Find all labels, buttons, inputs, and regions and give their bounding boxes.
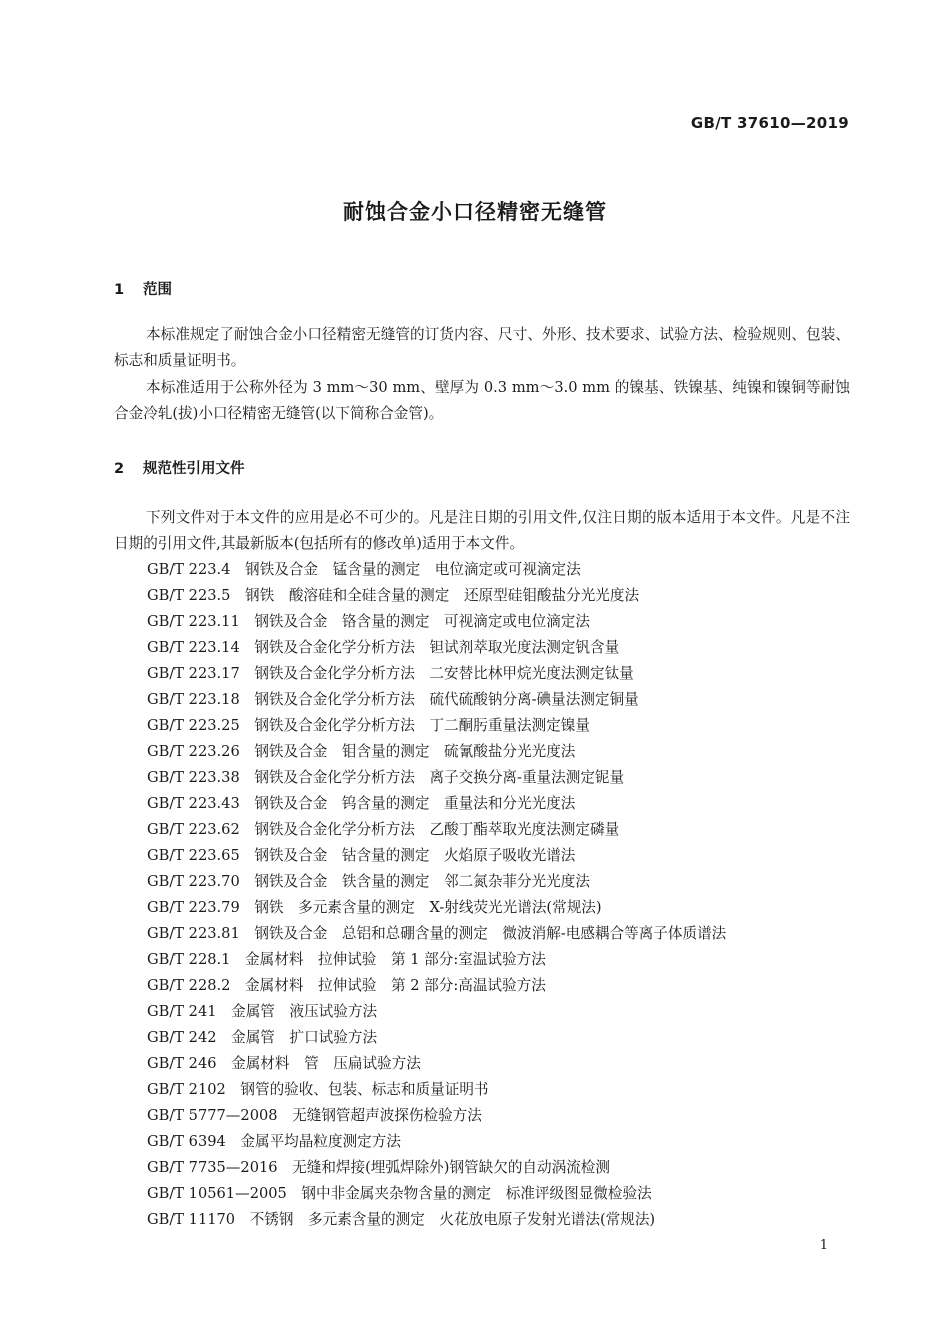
- reference-item: GB/T 223.70 钢铁及合金 铁含量的测定 邻二氮杂菲分光光度法: [147, 873, 590, 890]
- reference-item: GB/T 223.25 钢铁及合金化学分析方法 丁二酮肟重量法测定镍量: [147, 717, 590, 734]
- reference-item: GB/T 223.4 钢铁及合金 锰含量的测定 电位滴定或可视滴定法: [147, 561, 581, 578]
- reference-item: GB/T 228.1 金属材料 拉伸试验 第 1 部分:室温试验方法: [147, 951, 546, 968]
- reference-item: GB/T 2102 钢管的验收、包装、标志和质量证明书: [147, 1081, 489, 1098]
- scope-paragraph-1: 本标准规定了耐蚀合金小口径精密无缝管的订货内容、尺寸、外形、技术要求、试验方法、检验规则、包装、标志和质量证明书。: [114, 326, 850, 369]
- normative-refs-intro: 下列文件对于本文件的应用是必不可少的。凡是注日期的引用文件,仅注日期的版本适用于本文件。凡是不注日期的引用文件,其最新版本(包括所有的修改单)适用于本文件。: [114, 509, 850, 552]
- reference-item: GB/T 6394 金属平均晶粒度测定方法: [147, 1133, 401, 1150]
- reference-item: GB/T 223.81 钢铁及合金 总铝和总硼含量的测定 微波消解-电感耦合等离子体质谱法: [147, 925, 727, 942]
- reference-item: GB/T 5777—2008 无缝钢管超声波探伤检验方法: [147, 1107, 482, 1124]
- reference-item: GB/T 223.38 钢铁及合金化学分析方法 离子交换分离-重量法测定铌量: [147, 769, 625, 786]
- reference-item: GB/T 223.5 钢铁 酸溶硅和全硅含量的测定 还原型硅钼酸盐分光光度法: [147, 587, 640, 604]
- page-number: 1: [819, 1238, 828, 1253]
- scope-paragraph-2: 本标准适用于公称外径为 3 mm～30 mm、壁厚为 0.3 mm～3.0 mm 的镍基、铁镍基、纯镍和镍铜等耐蚀合金冷轧(拔)小口径精密无缝管(以下简称合金管)。: [114, 379, 850, 422]
- section-number: 1: [114, 282, 125, 298]
- reference-item: GB/T 223.62 钢铁及合金化学分析方法 乙酸丁酯萃取光度法测定磷量: [147, 821, 620, 838]
- reference-item: GB/T 223.11 钢铁及合金 铬含量的测定 可视滴定或电位滴定法: [147, 613, 590, 630]
- reference-item: GB/T 10561—2005 钢中非金属夹杂物含量的测定 标准评级图显微检验法: [147, 1185, 652, 1202]
- standard-code: GB/T 37610—2019: [690, 114, 849, 132]
- reference-item: GB/T 223.14 钢铁及合金化学分析方法 钽试剂萃取光度法测定钒含量: [147, 639, 620, 656]
- reference-item: GB/T 241 金属管 液压试验方法: [147, 1003, 378, 1020]
- section-title: 规范性引用文件: [143, 461, 245, 477]
- section-2-heading: [114, 457, 245, 478]
- reference-item: GB/T 223.43 钢铁及合金 钨含量的测定 重量法和分光光度法: [147, 795, 576, 812]
- document-title: 耐蚀合金小口径精密无缝管: [343, 200, 607, 224]
- reference-item: GB/T 223.18 钢铁及合金化学分析方法 硫代硫酸钠分离-碘量法测定铜量: [147, 691, 639, 708]
- reference-item: GB/T 7735—2016 无缝和焊接(埋弧焊除外)钢管缺欠的自动涡流检测: [147, 1159, 610, 1176]
- section-title: 范围: [143, 282, 172, 298]
- reference-item: GB/T 223.65 钢铁及合金 钴含量的测定 火焰原子吸收光谱法: [147, 847, 576, 864]
- reference-item: GB/T 223.26 钢铁及合金 钼含量的测定 硫氰酸盐分光光度法: [147, 743, 576, 760]
- reference-item: GB/T 11170 不锈钢 多元素含量的测定 火花放电原子发射光谱法(常规法): [147, 1211, 656, 1228]
- reference-item: GB/T 223.17 钢铁及合金化学分析方法 二安替比林甲烷光度法测定钛量: [147, 665, 634, 682]
- section-1-heading: [114, 278, 172, 299]
- reference-item: GB/T 228.2 金属材料 拉伸试验 第 2 部分:高温试验方法: [147, 977, 546, 994]
- reference-item: GB/T 242 金属管 扩口试验方法: [147, 1029, 378, 1046]
- reference-list: [147, 557, 726, 1233]
- reference-item: GB/T 223.79 钢铁 多元素含量的测定 X-射线荧光光谱法(常规法): [147, 899, 602, 916]
- reference-item: GB/T 246 金属材料 管 压扁试验方法: [147, 1055, 421, 1072]
- section-number: 2: [114, 461, 125, 477]
